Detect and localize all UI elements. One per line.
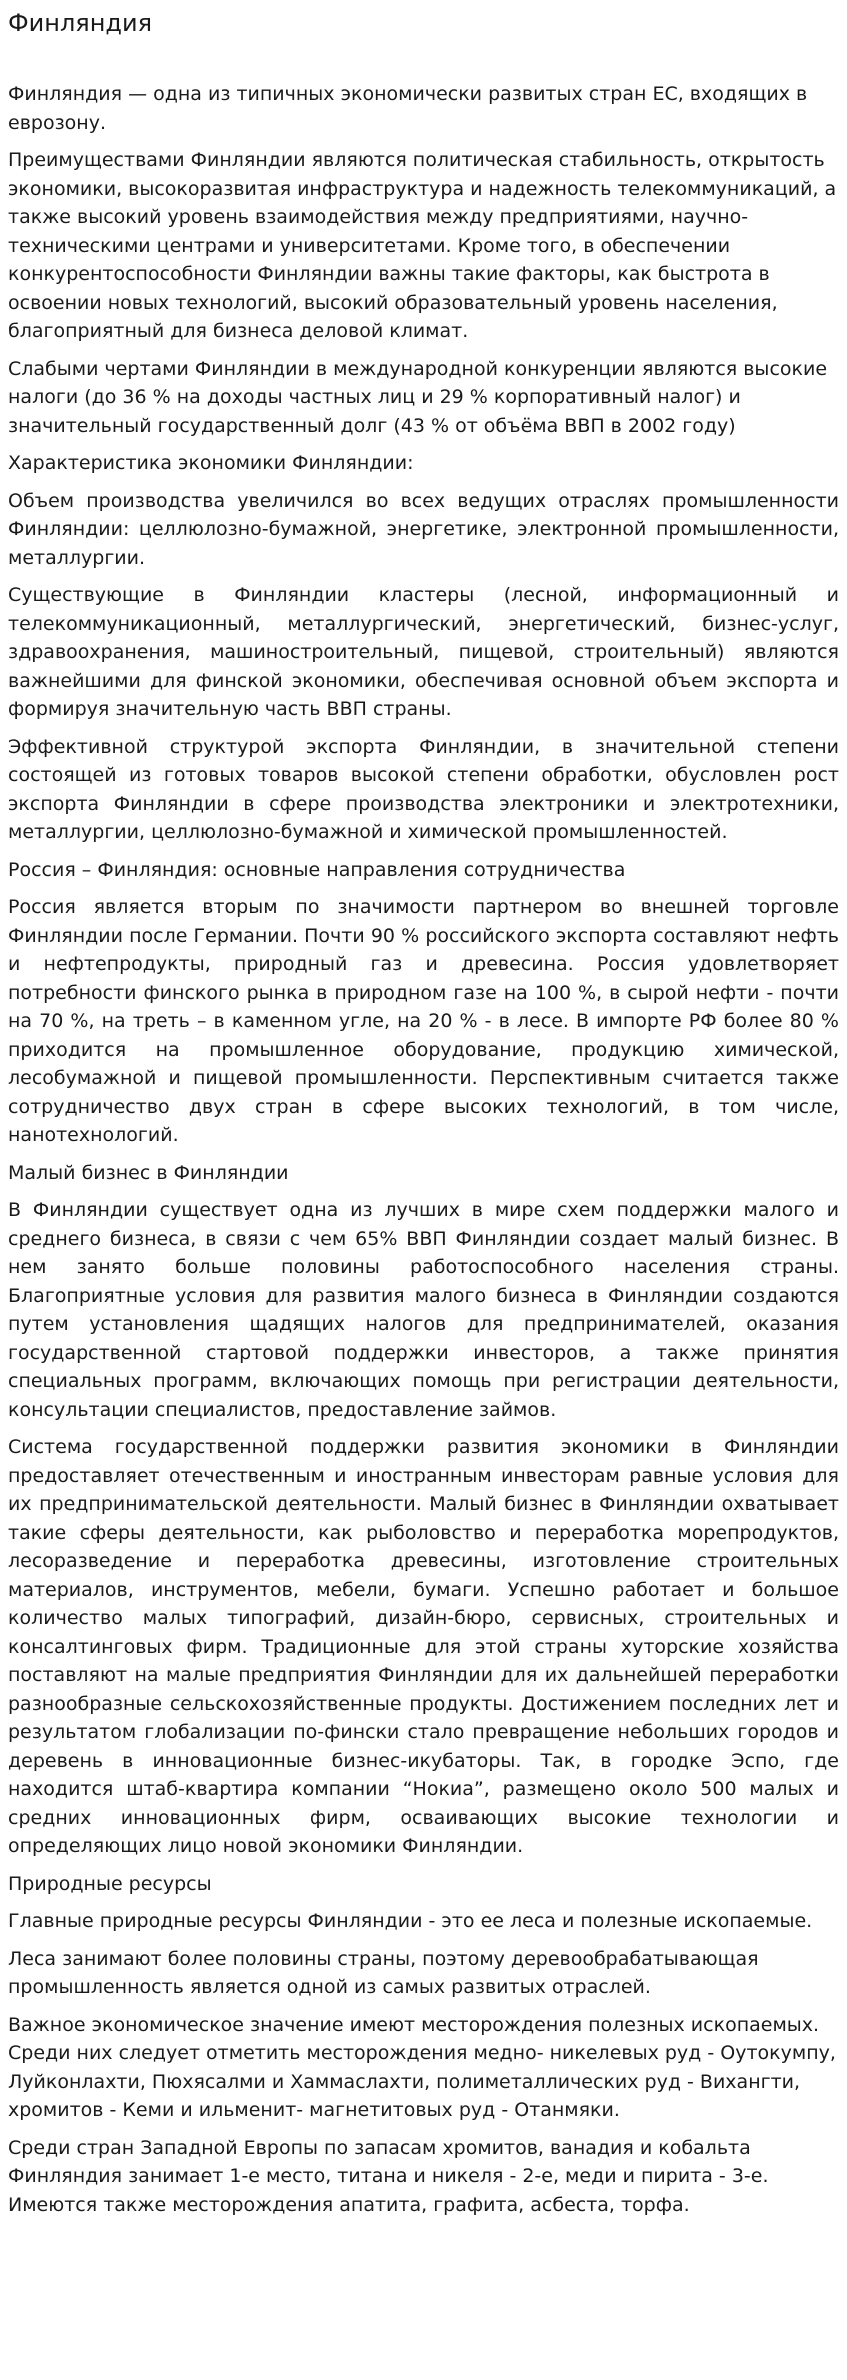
paragraph-russia-trade: Россия является вторым по значимости партнером во внешней торговле Финляндии после Германии. Почти 90 % российского экспорта составляют нефть и нефтепродукты, природный газ и древесина. Россия удовлетворяет потребности финского рынка в природном газе на 100 %, в сырой нефти - почти на 70 %, на треть – в каменном угле, на 20 % - в лесе. В импорте РФ более 80 % приходится на промышленное оборудование, продукцию химической, лесобумажной и пищевой промышленности. Перспективным считается также сотрудничество двух стран в сфере высоких технологий, в том числе, нанотехнологий.: [8, 896, 839, 1146]
paragraph-deposits: Важное экономическое значение имеют месторождения полезных ископаемых. Среди них следует отметить месторождения медно- никелевых руд - Оутокумпу, Луйконлахти, Пюхясалми и Хаммаслахти, полиметаллических руд - Вихангти, хромитов - Кеми и ильменит- магнетитовых руд - Отанмяки.: [8, 2013, 836, 2121]
paragraph-small-business-support: В Финляндии существует одна из лучших в мире схем поддержки малого и среднего бизнеса, в связи с чем 65% ВВП Финляндии создает малый бизнес. В нем занято больше половины работоспособного населения страны. Благоприятные условия для развития малого бизнеса в Финляндии создаются путем установления щадящих налогов для предпринимателей, оказания государственной стартовой поддержки инвесторов, а также принятия специальных программ, включающих помощь при регистрации деятельности, консультации специалистов, предоставление займов.: [8, 1199, 839, 1421]
paragraph-clusters: Существующие в Финляндии кластеры (лесной, информационный и телекоммуникационный, металлургический, энергетический, бизнес-услуг, здравоохранения, машиностроительный, пищевой, строительный) являются важнейшими для финской экономики, обеспечивая основной объем экспорта и формируя значительную часть ВВП страны.: [8, 584, 839, 720]
section-heading-small-business: Малый бизнес в Финляндии: [8, 1161, 289, 1184]
paragraph-production: Объем производства увеличился во всех ведущих отраслях промышленности Финляндии: целлюлозно-бумажной, энергетике, электронной промышленности, металлургии.: [8, 489, 839, 569]
paragraph-forests: Леса занимают более половины страны, поэтому деревообрабатывающая промышленность является одной из самых развитых отраслей.: [8, 1947, 759, 1998]
paragraph-weaknesses: Слабыми чертами Финляндии в международной конкуренции являются высокие налоги (до 36 % на доходы частных лиц и 29 % корпоративный налог) и значительный государственный долг (43 % от объёма ВВП в 2002 году): [8, 357, 828, 437]
title-spacer: [8, 54, 839, 80]
paragraph-reserves: Среди стран Западной Европы по запасам хромитов, ванадия и кобальта Финляндия занимает 1-е место, титана и никеля - 2-е, меди и пирита - 3-е. Имеются также месторождения апатита, графита, асбеста, торфа.: [8, 2136, 769, 2216]
section-heading-economy: Характеристика экономики Финляндии:: [8, 452, 414, 474]
paragraph-main-resources: Главные природные ресурсы Финляндии - это ее леса и полезные ископаемые.: [8, 1910, 813, 1932]
paragraph-intro: Финляндия — одна из типичных экономически развитых стран ЕС, входящих в еврозону.: [8, 83, 808, 134]
paragraph-advantages: Преимуществами Финляндии являются политическая стабильность, открытость экономики, высокоразвитая инфраструктура и надежность телекоммуникаций, а также высокий уровень взаимодействия между предприятиями, научно-техническими центрами и университетами. Кроме того, в обеспечении конкурентоспособности Финляндии важны такие факторы, как быстрота в освоении новых технологий, высокий образовательный уровень населения, благоприятный для бизнеса деловой климат.: [8, 149, 837, 342]
paragraph-export: Эффективной структурой экспорта Финляндии, в значительной степени состоящей из готовых товаров высокой степени обработки, обусловлен рост экспорта Финляндии в сфере производства электроники и электротехники, металлургии, целлюлозно-бумажной и химической промышленностей.: [8, 735, 839, 843]
section-heading-russia: Россия – Финляндия: основные направления сотрудничества: [8, 858, 626, 881]
section-heading-resources: Природные ресурсы: [8, 1872, 212, 1895]
paragraph-state-support: Система государственной поддержки развития экономики в Финляндии предоставляет отечественным и иностранным инвесторам равные условия для их предпринимательской деятельности. Малый бизнес в Финляндии охватывает такие сферы деятельности, как рыболовство и переработка морепродуктов, лесоразведение и переработка древесины, изготовление строительных материалов, инструментов, мебели, бумаги. Успешно работает и большое количество малых типографий, дизайн-бюро, сервисных, строительных и консалтинговых фирм. Традиционные для этой страны хуторские хозяйства поставляют на малые предприятия Финляндии для их дальнейшей переработки разнообразные сельскохозяйственные продукты. Достижением последних лет и результатом глобализации по-фински стало превращение небольших городов и деревень в инновационные бизнес-икубаторы. Так, в городке Эспо, где находится штаб-квартира компании “Нокиа”, размещено около 500 малых и средних инновационных фирм, осваивающих высокие технологии и определяющих лицо новой экономики Финляндии.: [8, 1436, 839, 1857]
page-title: Финляндия: [8, 9, 153, 37]
